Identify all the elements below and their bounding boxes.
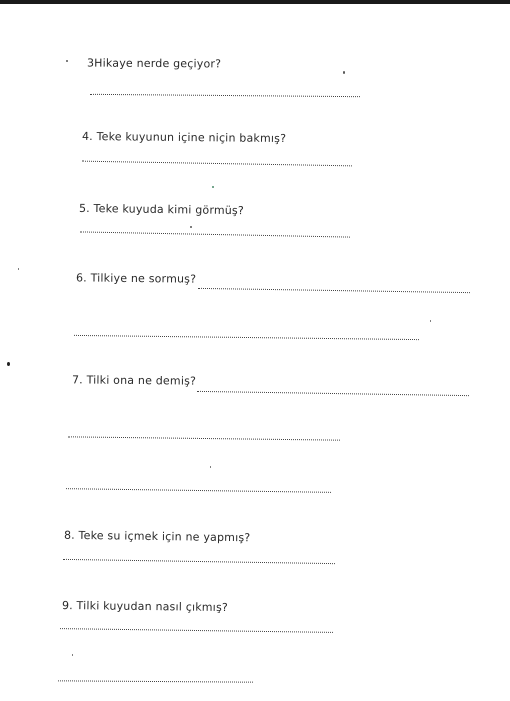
scan-speck [7,362,10,366]
question-4: 4. Teke kuyunun içine niçin bakmış? [81,129,287,146]
scan-speck [72,654,73,656]
answer-line-9b[interactable] [58,680,253,682]
scan-speck [66,60,68,62]
answer-line-5[interactable] [80,231,350,237]
question-8: 8. Teke su içmek için ne yapmış? [63,528,251,545]
answer-line-7c[interactable] [66,488,331,493]
scan-speck [18,268,19,270]
answer-line-3[interactable] [90,94,360,97]
answer-line-6a[interactable] [198,288,470,293]
question-5: 5. Teke kuyuda kimi görmüş? [78,201,245,218]
answer-line-7a[interactable] [197,391,469,396]
scan-speck [190,226,192,228]
scan-speck [210,466,211,468]
question-3: 3Hikaye nerde geçiyor? [86,56,222,71]
question-6: 6. Tilkiye ne sormuş? [75,271,197,286]
answer-line-4[interactable] [82,161,352,167]
answer-line-7b[interactable] [68,436,340,440]
answer-line-8[interactable] [63,559,335,564]
question-7: 7. Tilki ona ne demiş? [71,373,197,388]
question-9: 9. Tilki kuyudan nasıl çıkmış? [61,598,229,615]
scan-speck [343,71,345,74]
answer-line-6b[interactable] [74,335,419,340]
answer-line-9a[interactable] [60,628,333,633]
scan-speck [212,186,214,188]
scan-speck [430,320,431,322]
